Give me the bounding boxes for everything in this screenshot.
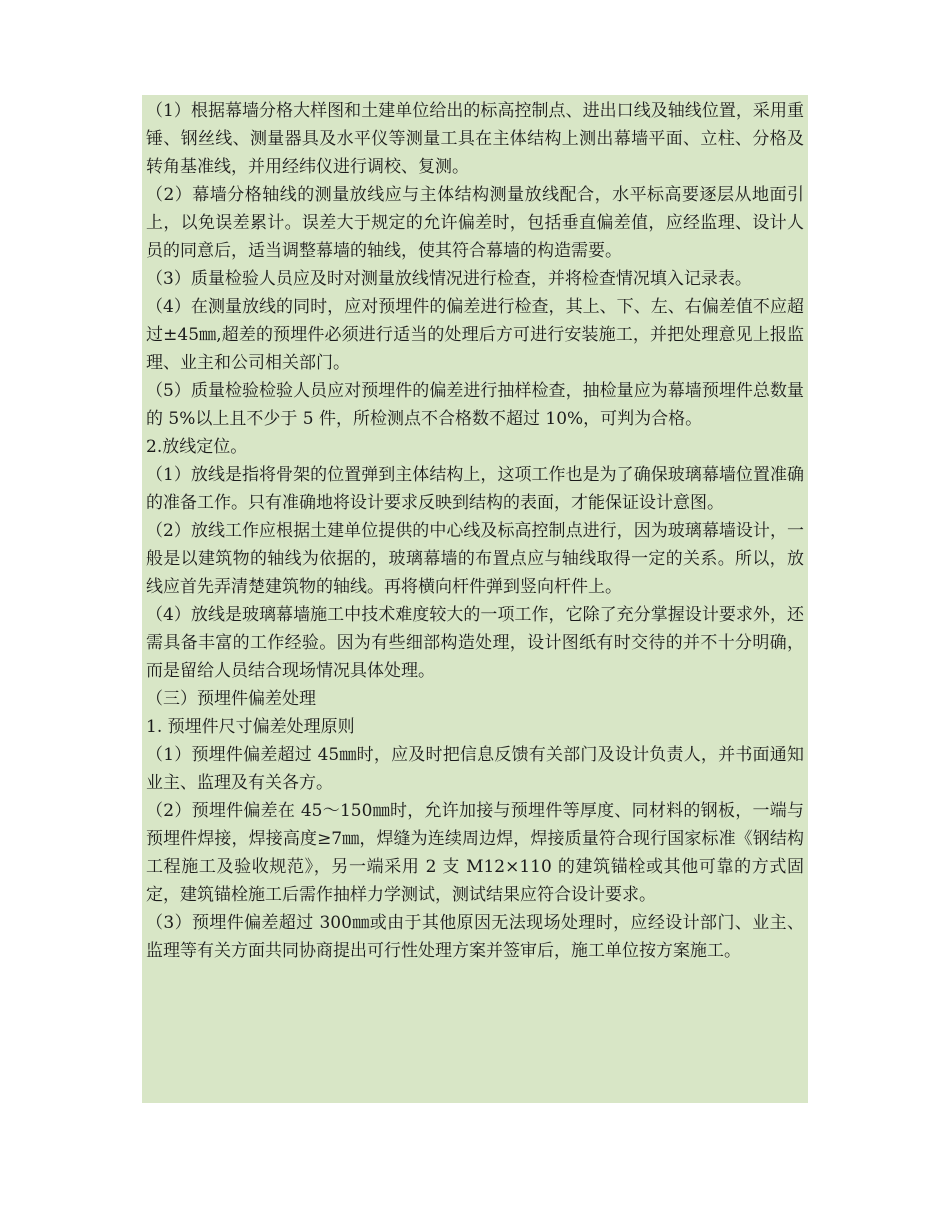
document-text-block <box>142 95 808 1103</box>
paragraph-7: （2）放线工作应根据土建单位提供的中心线及标高控制点进行，因为玻璃幕墙设计，一般是以建筑物的轴线为依据的，玻璃幕墙的布置点应与轴线取得一定的关系。所以，放线应首先弄清楚建筑物的轴线。再将横向杆件弹到竖向杆件上。 <box>146 521 804 597</box>
paragraph-3: （3）质量检验人员应及时对测量放线情况进行检查，并将检查情况填入记录表。 <box>146 269 752 289</box>
paragraph-2: （2）幕墙分格轴线的测量放线应与主体结构测量放线配合，水平标高要逐层从地面引上，以免误差累计。误差大于规定的允许偏差时，包括垂直偏差值，应经监理、设计人员的同意后，适当调整幕墙的轴线，使其符合幕墙的构造需要。 <box>146 185 804 261</box>
subsection-heading-deviation-principle: 1. 预埋件尺寸偏差处理原则 <box>146 717 355 737</box>
paragraph-4: （4）在测量放线的同时，应对预埋件的偏差进行检查，其上、下、左、右偏差值不应超过±45㎜,超差的预埋件必须进行适当的处理后方可进行安装施工，并把处理意见上报监理、业主和公司相关部门。 <box>146 297 804 373</box>
section-heading-layout: 2.放线定位。 <box>146 437 248 457</box>
paragraph-6: （1）放线是指将骨架的位置弹到主体结构上，这项工作也是为了确保玻璃幕墙位置准确的准备工作。只有准确地将设计要求反映到结构的表面，才能保证设计意图。 <box>146 465 804 513</box>
paragraph-1: （1）根据幕墙分格大样图和土建单位给出的标高控制点、进出口线及轴线位置，采用重锤、钢丝线、测量器具及水平仪等测量工具在主体结构上测出幕墙平面、立柱、分格及转角基准线，并用经纬仪进行调校、复测。 <box>146 101 804 177</box>
paragraph-5: （5）质量检验检验人员应对预埋件的偏差进行抽样检查，抽检量应为幕墙预埋件总数量的 5%以上且不少于 5 件，所检测点不合格数不超过 10%，可判为合格。 <box>146 381 804 429</box>
paragraph-8: （4）放线是玻璃幕墙施工中技术难度较大的一项工作，它除了充分掌握设计要求外，还需具备丰富的工作经验。因为有些细部构造处理，设计图纸有时交待的并不十分明确，而是留给人员结合现场情况具体处理。 <box>146 605 804 681</box>
paragraph-11: （3）预埋件偏差超过 300㎜或由于其他原因无法现场处理时，应经设计部门、业主、监理等有关方面共同协商提出可行性处理方案并签审后，施工单位按方案施工。 <box>146 913 804 961</box>
section-heading-embedded-parts: （三）预埋件偏差处理 <box>146 689 316 709</box>
paragraph-9: （1）预埋件偏差超过 45㎜时，应及时把信息反馈有关部门及设计负责人，并书面通知业主、监理及有关各方。 <box>146 745 804 793</box>
paragraph-10: （2）预埋件偏差在 45～150㎜时，允许加接与预埋件等厚度、同材料的钢板，一端与预埋件焊接，焊接高度≥7㎜，焊缝为连续周边焊，焊接质量符合现行国家标准《钢结构工程施工及验收规范》，另一端采用 2 支 M12×110 的建筑锚栓或其他可靠的方式固定，建筑锚栓施工后需作抽样力学测试，测试结果应符合设计要求。 <box>146 801 804 905</box>
